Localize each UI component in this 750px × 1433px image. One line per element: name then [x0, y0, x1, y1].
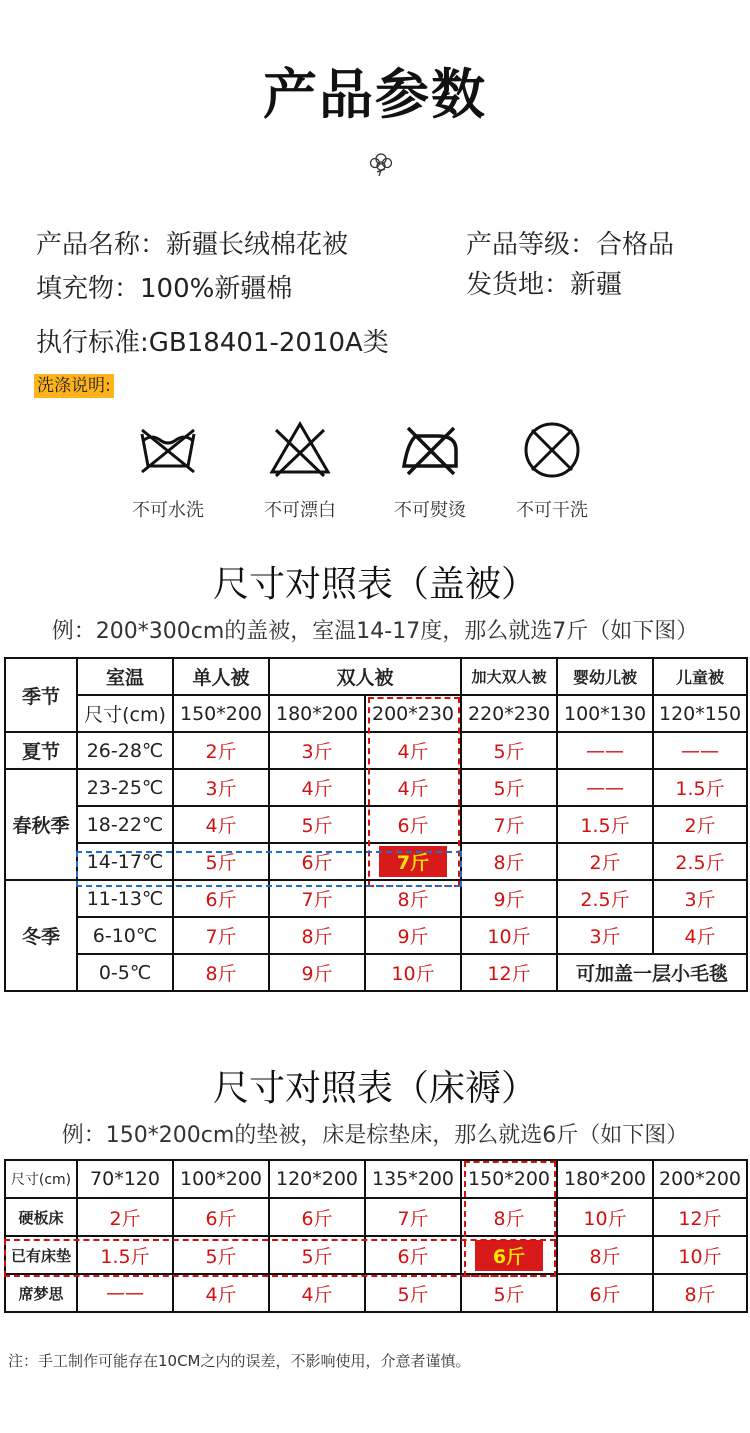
weight-cell: 5斤: [365, 1274, 461, 1312]
size-cell: 100*130: [557, 695, 653, 732]
product-filling: 填充物：100%新疆棉: [36, 274, 293, 304]
header-baby: 婴幼儿被: [557, 658, 653, 695]
weight-cell: 6斤: [173, 880, 269, 917]
highlight-value: 6斤: [475, 1240, 543, 1271]
weight-cell: 4斤: [365, 732, 461, 769]
weight-cell: 5斤: [461, 1274, 557, 1312]
size-cell: 70*120: [77, 1160, 173, 1198]
weight-cell: 8斤: [557, 1236, 653, 1274]
weight-cell: 4斤: [365, 769, 461, 806]
weight-cell: 9斤: [461, 880, 557, 917]
no-bleach-icon: [268, 420, 332, 480]
mattress-size-table: [4, 1159, 748, 1313]
weight-cell: 5斤: [269, 806, 365, 843]
weight-cell: ——: [653, 732, 747, 769]
weight-cell: 8斤: [461, 843, 557, 880]
weight-cell: 10斤: [557, 1198, 653, 1236]
table-row: [5, 1236, 747, 1274]
size-cell: 180*200: [269, 695, 365, 732]
weight-cell: 6斤: [269, 1198, 365, 1236]
weight-cell: 3斤: [653, 880, 747, 917]
no-dry-clean-icon: [520, 420, 584, 480]
page-title: 产品参数: [263, 63, 487, 126]
weight-cell: 3斤: [269, 732, 365, 769]
weight-cell: 7斤: [365, 1198, 461, 1236]
bed-type-cell: 席梦思: [5, 1274, 77, 1312]
no-wash-label: 不可水洗: [132, 500, 204, 521]
temp-cell: 11-13℃: [77, 880, 173, 917]
no-bleach-label: 不可漂白: [264, 500, 336, 521]
weight-cell: 8斤: [653, 1274, 747, 1312]
table-size-row: [5, 695, 747, 732]
temp-cell: 23-25℃: [77, 769, 173, 806]
size-cell: 120*150: [653, 695, 747, 732]
table-header-row: [5, 658, 747, 695]
weight-cell-highlighted: [461, 1236, 557, 1274]
weight-cell: 4斤: [173, 806, 269, 843]
mattress-example: 例：150*200cm的垫被，床是棕垫床，那么就选6斤（如下图）: [61, 1123, 689, 1148]
header-king: 加大双人被: [461, 658, 557, 695]
quilt-size-table: [4, 657, 748, 992]
season-cell: 夏节: [5, 732, 77, 769]
product-standard: 执行标准:GB18401-2010A类: [36, 328, 389, 358]
weight-cell: 7斤: [461, 806, 557, 843]
size-cell: 150*200: [173, 695, 269, 732]
header-size: 尺寸(cm): [77, 695, 173, 732]
weight-cell: 8斤: [269, 917, 365, 954]
weight-cell: 4斤: [173, 1274, 269, 1312]
no-iron-label: 不可熨烫: [394, 500, 466, 521]
size-cell: 200*200: [653, 1160, 747, 1198]
care-no-wash: [108, 420, 228, 522]
weight-cell: 1.5斤: [77, 1236, 173, 1274]
season-cell: 冬季: [5, 880, 77, 991]
product-origin: 发货地：新疆: [466, 270, 623, 300]
weight-cell: 5斤: [269, 1236, 365, 1274]
table-row: [5, 1198, 747, 1236]
no-dry-clean-label: 不可干洗: [516, 500, 588, 521]
weight-cell: 2斤: [173, 732, 269, 769]
weight-cell: 6斤: [365, 1236, 461, 1274]
no-wash-icon: [136, 420, 200, 480]
weight-cell: 3斤: [173, 769, 269, 806]
weight-cell: 7斤: [269, 880, 365, 917]
no-iron-icon: [398, 420, 462, 480]
season-cell: 春秋季: [5, 769, 77, 880]
size-cell: 200*230: [365, 695, 461, 732]
weight-cell: 2.5斤: [557, 880, 653, 917]
table-row: [5, 806, 747, 843]
temp-cell: 6-10℃: [77, 917, 173, 954]
header-double: 双人被: [269, 658, 461, 695]
weight-cell: 5斤: [461, 769, 557, 806]
weight-cell: 5斤: [173, 1236, 269, 1274]
weight-cell: 6斤: [365, 806, 461, 843]
blanket-note: 可加盖一层小毛毯: [557, 954, 747, 991]
size-cell: 100*200: [173, 1160, 269, 1198]
table-row: [5, 1274, 747, 1312]
temp-cell: 14-17℃: [77, 843, 173, 880]
mattress-size-title: 尺寸对照表（床褥）: [212, 1068, 537, 1109]
table-row: [5, 954, 747, 991]
header-season: 季节: [5, 658, 77, 732]
header-child: 儿童被: [653, 658, 747, 695]
bed-type-cell: 硬板床: [5, 1198, 77, 1236]
weight-cell: 6斤: [557, 1274, 653, 1312]
quilt-example: 例：200*300cm的盖被，室温14-17度，那么就选7斤（如下图）: [51, 619, 699, 644]
care-no-dryclean: [492, 420, 612, 522]
header-temp: 室温: [77, 658, 173, 695]
cotton-icon: [366, 148, 396, 178]
weight-cell: 3斤: [557, 917, 653, 954]
table-row: [5, 880, 747, 917]
weight-cell: ——: [557, 732, 653, 769]
temp-cell: 26-28℃: [77, 732, 173, 769]
weight-cell: ——: [557, 769, 653, 806]
weight-cell: 10斤: [461, 917, 557, 954]
size-cell: 120*200: [269, 1160, 365, 1198]
weight-cell: 2斤: [653, 806, 747, 843]
weight-cell: 2.5斤: [653, 843, 747, 880]
weight-cell: 2斤: [557, 843, 653, 880]
table-row: [5, 769, 747, 806]
weight-cell: 6斤: [173, 1198, 269, 1236]
size-cell: 180*200: [557, 1160, 653, 1198]
weight-cell-highlighted: [365, 843, 461, 880]
table-row: [5, 917, 747, 954]
weight-cell: 1.5斤: [653, 769, 747, 806]
size-cell: 220*230: [461, 695, 557, 732]
product-name: 产品名称：新疆长绒棉花被: [36, 230, 349, 260]
table-row: [5, 843, 747, 880]
wash-instructions-label: 洗涤说明:: [34, 374, 114, 398]
weight-cell: 8斤: [173, 954, 269, 991]
weight-cell: 5斤: [461, 732, 557, 769]
size-cell: 135*200: [365, 1160, 461, 1198]
product-grade: 产品等级：合格品: [466, 230, 675, 260]
weight-cell: 8斤: [365, 880, 461, 917]
weight-cell: 4斤: [269, 769, 365, 806]
header-size: 尺寸(cm): [5, 1160, 77, 1198]
bed-type-cell: 已有床垫: [5, 1236, 77, 1274]
weight-cell: 2斤: [77, 1198, 173, 1236]
weight-cell: 4斤: [653, 917, 747, 954]
weight-cell: 7斤: [173, 917, 269, 954]
weight-cell: 10斤: [653, 1236, 747, 1274]
highlight-value: 7斤: [379, 846, 447, 877]
care-no-iron: [370, 420, 490, 522]
care-no-bleach: [240, 420, 360, 522]
temp-cell: 0-5℃: [77, 954, 173, 991]
table-header-row: [5, 1160, 747, 1198]
weight-cell: 1.5斤: [557, 806, 653, 843]
weight-cell: 12斤: [461, 954, 557, 991]
disclaimer-note: 注：手工制作可能存在10CM之内的误差，不影响使用，介意者谨慎。: [8, 1352, 471, 1370]
quilt-size-title: 尺寸对照表（盖被）: [212, 564, 537, 605]
weight-cell: 6斤: [269, 843, 365, 880]
weight-cell: 4斤: [269, 1274, 365, 1312]
weight-cell: 5斤: [173, 843, 269, 880]
header-single: 单人被: [173, 658, 269, 695]
weight-cell: 9斤: [269, 954, 365, 991]
weight-cell: 12斤: [653, 1198, 747, 1236]
weight-cell: ——: [77, 1274, 173, 1312]
table-row: [5, 732, 747, 769]
weight-cell: 9斤: [365, 917, 461, 954]
size-cell: 150*200: [461, 1160, 557, 1198]
weight-cell: 10斤: [365, 954, 461, 991]
temp-cell: 18-22℃: [77, 806, 173, 843]
weight-cell: 8斤: [461, 1198, 557, 1236]
